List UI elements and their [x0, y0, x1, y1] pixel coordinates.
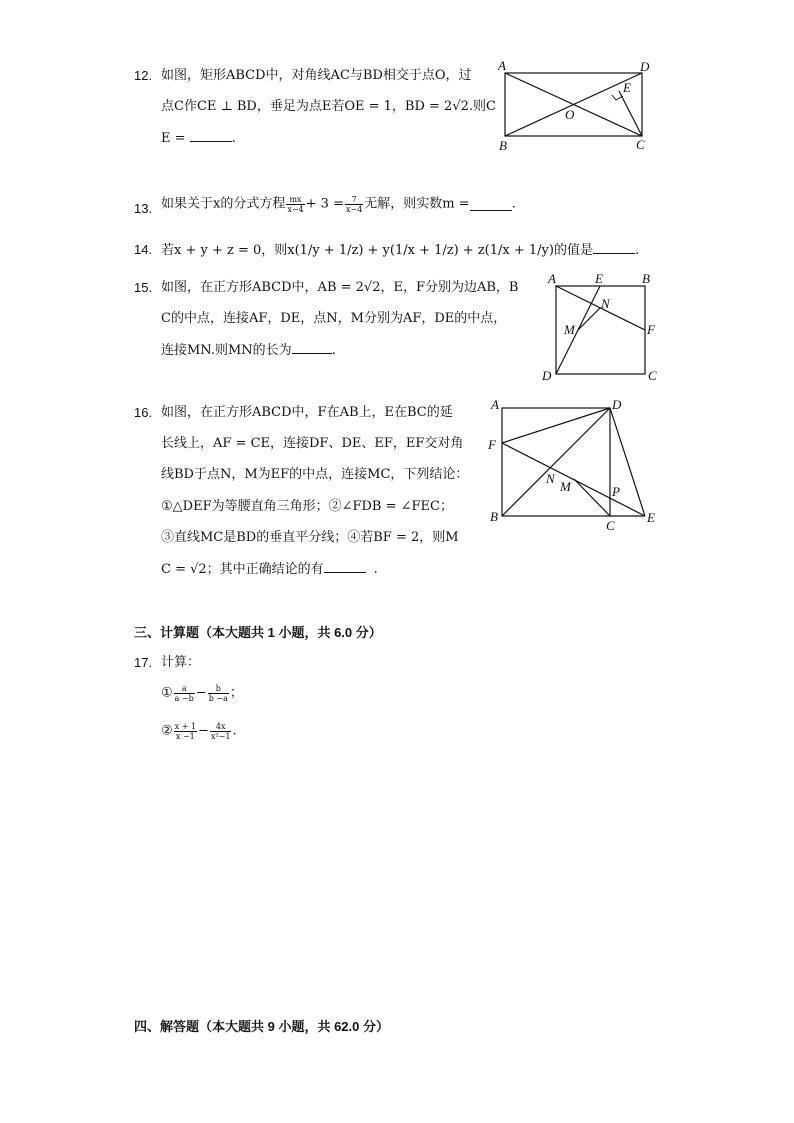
q16-line3: 线BD于点N，M为EF的中点，连接MC，下列结论：	[161, 467, 469, 482]
q15-label-N: N	[601, 296, 610, 311]
q15-square-figure	[538, 268, 663, 386]
q15-label-B: B	[642, 271, 650, 286]
q15-line3	[161, 341, 336, 360]
q16-number: 16.	[134, 405, 153, 420]
q17-part1-mark: ①	[161, 685, 173, 701]
q17-title: 计算：	[161, 655, 201, 670]
q16-label-E: E	[647, 510, 655, 525]
q16-answer-blank[interactable]	[324, 560, 366, 573]
q15-label-D: D	[542, 368, 552, 383]
q13-answer-blank[interactable]	[470, 198, 512, 211]
q16-label-F: F	[488, 437, 496, 452]
q12-label-C: C	[636, 137, 645, 152]
q16-line1: 如图，在正方形ABCD中，F在AB上，E在BC的延	[161, 405, 453, 420]
q15-label-F: F	[647, 322, 655, 337]
q16-square-figure	[484, 395, 664, 535]
q16-line5: ③直线MC是BD的垂直平分线；④若BF = 2，则M	[161, 530, 459, 545]
q17-part2-fraction-a: $\frac{x + 1}{x -1}$	[174, 722, 197, 741]
q15-number: 15.	[134, 280, 153, 295]
q13-end: .	[511, 196, 516, 212]
q17-part2-fraction-b: $\frac{4x}{\text{x²−1}}$	[210, 722, 231, 741]
q12-label-A: A	[498, 58, 506, 73]
q17-number: 17.	[134, 655, 153, 670]
q17-part1-fraction-b: $\frac{b}{b -a}$	[208, 684, 228, 703]
q16-line6-text: C = √2；其中正确结论的有	[161, 562, 324, 577]
q16-end: .	[373, 562, 378, 577]
q17-part1	[161, 684, 243, 703]
q13-line	[161, 195, 516, 214]
q16-line2: 长线上，AF = CE，连接DF、DE、EF，EF交对角	[161, 436, 464, 451]
q15-label-C: C	[648, 368, 657, 383]
q12-line3-text: E =	[161, 131, 190, 146]
q12-label-E: E	[623, 80, 631, 95]
q12-line3	[161, 129, 236, 148]
q15-line2: C的中点，连接AF，DE，点N，M分别为AF，DE的中点，	[161, 311, 507, 326]
q14-line	[161, 241, 639, 260]
q15-end: .	[331, 343, 336, 358]
q15-label-A: A	[548, 271, 556, 286]
q12-answer-blank[interactable]	[190, 129, 232, 142]
q15-answer-blank[interactable]	[292, 341, 332, 354]
q13-pre: 如果关于x的分式方程	[161, 196, 286, 212]
q13-fraction-2: $\frac{7}{x-4}$	[345, 195, 363, 214]
q16-label-B: B	[490, 509, 498, 524]
q17-part1-op: −	[195, 685, 207, 701]
section-4-heading: 四、解答题（本大题共 9 小题，共 62.0 分）	[134, 1019, 389, 1034]
q17-part2-op: −	[198, 723, 209, 739]
q14-answer-blank[interactable]	[593, 241, 635, 254]
q16-label-P: P	[612, 484, 620, 499]
q12-label-D: D	[640, 59, 650, 74]
q15-line3-text: 连接MN.则MN的长为	[161, 343, 292, 358]
q16-line6	[161, 560, 378, 579]
q12-line3-end: .	[231, 131, 236, 146]
q15-label-M: M	[564, 322, 575, 337]
q16-label-M: M	[560, 479, 571, 494]
section-3-heading: 三、计算题（本大题共 1 小题，共 6.0 分）	[134, 625, 382, 640]
q12-line1: 如图，矩形ABCD中，对角线AC与BD相交于点O，过	[161, 68, 472, 83]
q13-fraction-1: $\frac{mx}{x-4}$	[287, 195, 304, 214]
q14-end: .	[634, 243, 640, 258]
q16-label-A: A	[491, 397, 499, 412]
q16-line4: ①△DEF为等腰直角三角形；②∠FDB = ∠FEC；	[161, 499, 453, 514]
q16-label-C: C	[606, 518, 615, 533]
q15-label-E: E	[595, 271, 603, 286]
q17-part1-end: ；	[229, 685, 243, 701]
q13-number: 13.	[134, 201, 153, 216]
q13-post: 无解，则实数m =	[364, 196, 470, 212]
q13-mid: + 3 =	[305, 196, 344, 212]
q16-label-N: N	[546, 471, 555, 486]
q14-number: 14.	[134, 242, 153, 257]
q17-part2-mark: ②	[161, 723, 173, 739]
q17-part2	[161, 722, 237, 741]
q12-number: 12.	[134, 68, 153, 83]
q17-part1-fraction-a: $\frac{a}{a -b}$	[174, 684, 194, 703]
q14-text: 若x + y + z = 0，则x(1/y + 1/z) + y(1/x + 1/z) + z(1/x + 1/y)的值是	[161, 243, 593, 258]
q12-label-B: B	[499, 138, 507, 153]
q16-label-D: D	[612, 397, 622, 412]
q15-line1: 如图，在正方形ABCD中，AB = 2√2，E，F分别为边AB，B	[161, 280, 519, 295]
q17-part2-end: .	[232, 723, 237, 739]
q12-label-O: O	[565, 107, 575, 122]
q12-rectangle-figure	[495, 58, 660, 158]
q12-line2: 点C作CE ⊥ BD，垂足为点E若OE = 1，BD = 2√2.则C	[161, 99, 496, 114]
